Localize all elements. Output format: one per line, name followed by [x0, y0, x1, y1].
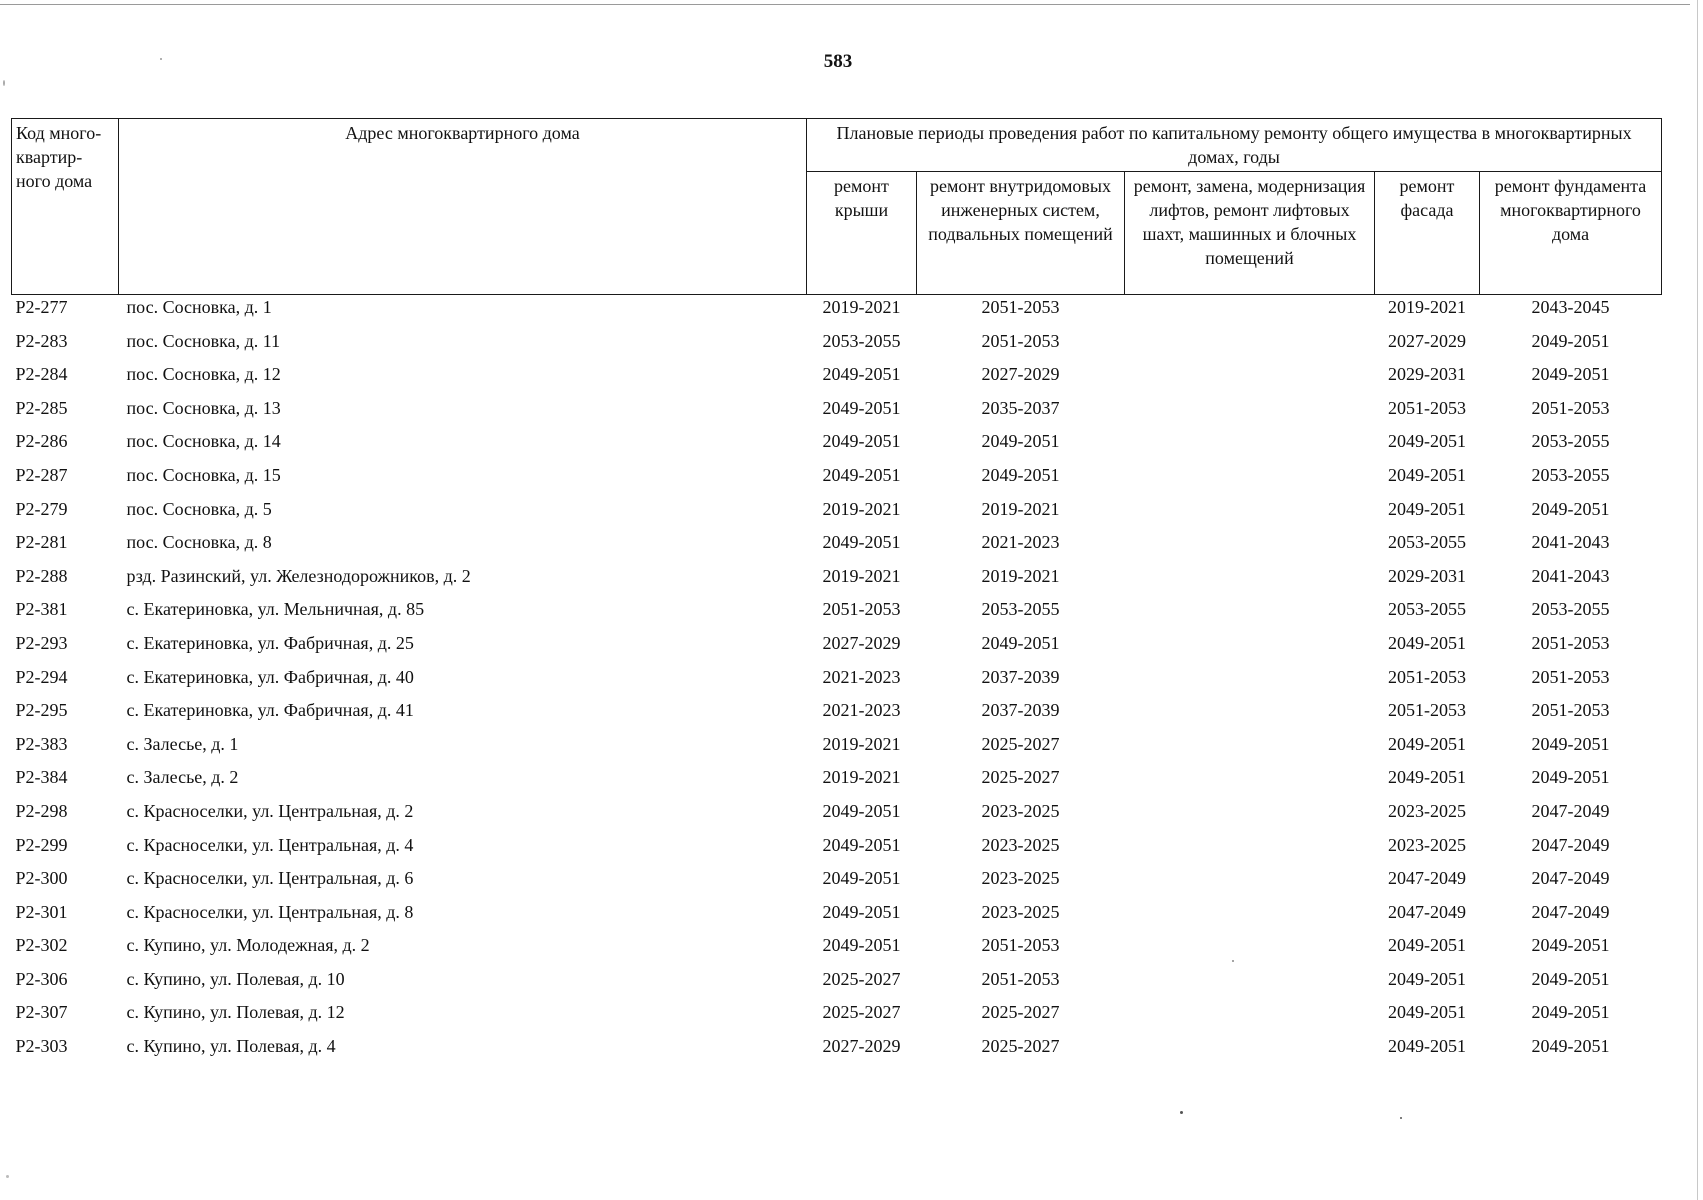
- cell-foundation: 2051-2053: [1531, 666, 1610, 687]
- cell-engineering: 2053-2055: [981, 599, 1060, 620]
- cell-code: Р2-281: [15, 532, 68, 553]
- cell-engineering: 2025-2027: [981, 733, 1060, 754]
- cell-engineering: 2049-2051: [981, 464, 1060, 485]
- cell-lift: [1125, 530, 1375, 564]
- cell-code: Р2-306: [15, 968, 68, 989]
- cell-engineering: 2037-2039: [981, 666, 1060, 687]
- cell-code: Р2-294: [15, 666, 68, 687]
- cell-roof: 2019-2021: [822, 733, 901, 754]
- header-roof: ремонт крыши: [807, 172, 917, 295]
- cell-roof: 2027-2029: [822, 632, 901, 653]
- cell-address: пос. Сосновка, д. 12: [126, 364, 281, 385]
- cell-foundation: 2051-2053: [1531, 700, 1610, 721]
- cell-lift: [1125, 1034, 1375, 1068]
- cell-facade: 2049-2051: [1388, 1036, 1466, 1057]
- cell-facade: 2049-2051: [1388, 968, 1466, 989]
- cell-address: пос. Сосновка, д. 11: [126, 330, 281, 351]
- cell-roof: 2051-2053: [822, 599, 901, 620]
- cell-address: пос. Сосновка, д. 14: [126, 431, 281, 452]
- cell-address: с. Красноселки, ул. Центральная, д. 8: [126, 901, 414, 922]
- cell-foundation: 2043-2045: [1531, 297, 1610, 317]
- cell-foundation: 2047-2049: [1531, 834, 1610, 855]
- cell-roof: 2021-2023: [822, 666, 901, 687]
- cell-roof: 2049-2051: [822, 397, 901, 418]
- cell-facade: 2027-2029: [1388, 330, 1466, 351]
- table-row: [12, 900, 1662, 934]
- scan-speck: [160, 58, 162, 60]
- scan-speck: [1232, 960, 1234, 962]
- cell-facade: 2053-2055: [1388, 599, 1466, 620]
- scan-edge-line-right: [1697, 0, 1698, 1200]
- cell-engineering: 2019-2021: [981, 565, 1060, 586]
- cell-engineering: 2051-2053: [981, 297, 1060, 317]
- cell-lift: [1125, 866, 1375, 900]
- scan-edge-line: [0, 4, 1690, 5]
- cell-engineering: 2051-2053: [981, 968, 1060, 989]
- cell-facade: 2049-2051: [1388, 632, 1466, 653]
- cell-facade: 2023-2025: [1388, 800, 1466, 821]
- cell-address: с. Красноселки, ул. Центральная, д. 2: [126, 800, 414, 821]
- cell-lift: [1125, 799, 1375, 833]
- cell-roof: 2019-2021: [822, 498, 901, 519]
- cell-lift: [1125, 295, 1375, 329]
- cell-roof: 2025-2027: [822, 1002, 901, 1023]
- table-row: [12, 295, 1662, 329]
- cell-lift: [1125, 497, 1375, 531]
- scan-speck: [1400, 1117, 1402, 1119]
- cell-engineering: 2023-2025: [981, 834, 1060, 855]
- cell-facade: 2049-2051: [1388, 935, 1466, 956]
- cell-facade: 2047-2049: [1388, 868, 1466, 889]
- cell-address: пос. Сосновка, д. 15: [126, 464, 281, 485]
- cell-code: Р2-381: [15, 599, 68, 620]
- cell-address: с. Екатериновка, ул. Фабричная, д. 41: [126, 700, 414, 721]
- cell-foundation: 2049-2051: [1531, 498, 1610, 519]
- cell-roof: 2019-2021: [822, 297, 901, 317]
- cell-engineering: 2025-2027: [981, 1002, 1060, 1023]
- cell-code: Р2-277: [15, 297, 68, 317]
- cell-address: с. Купино, ул. Полевая, д. 12: [126, 1002, 345, 1023]
- cell-foundation: 2049-2051: [1531, 1002, 1610, 1023]
- table-header: [12, 119, 1662, 295]
- scan-speck: [1180, 1111, 1183, 1114]
- table-row: [12, 665, 1662, 699]
- cell-engineering: 2019-2021: [981, 498, 1060, 519]
- cell-facade: 2029-2031: [1388, 565, 1466, 586]
- cell-facade: 2049-2051: [1388, 1002, 1466, 1023]
- cell-foundation: 2053-2055: [1531, 431, 1610, 452]
- cell-foundation: 2049-2051: [1531, 935, 1610, 956]
- cell-foundation: 2041-2043: [1531, 565, 1610, 586]
- cell-roof: 2021-2023: [822, 700, 901, 721]
- cell-foundation: 2053-2055: [1531, 599, 1610, 620]
- table-row: [12, 1034, 1662, 1068]
- cell-engineering: 2049-2051: [981, 632, 1060, 653]
- cell-address: с. Залесье, д. 2: [126, 767, 239, 788]
- table-row: [12, 429, 1662, 463]
- table-row: [12, 362, 1662, 396]
- cell-foundation: 2049-2051: [1531, 733, 1610, 754]
- table-row: [12, 530, 1662, 564]
- cell-engineering: 2049-2051: [981, 431, 1060, 452]
- cell-facade: 2029-2031: [1388, 364, 1466, 385]
- scan-speck: [3, 80, 5, 86]
- cell-foundation: 2049-2051: [1531, 767, 1610, 788]
- scan-speck: [6, 1175, 9, 1178]
- cell-engineering: 2027-2029: [981, 364, 1060, 385]
- cell-lift: [1125, 698, 1375, 732]
- page-number: 583: [823, 51, 853, 72]
- cell-address: пос. Сосновка, д. 13: [126, 397, 281, 418]
- cell-address: с. Купино, ул. Молодежная, д. 2: [126, 935, 370, 956]
- cell-facade: 2049-2051: [1388, 733, 1466, 754]
- header-planned-periods: Плановые периоды проведения работ по капитальному ремонту общего имущества в многоквартирных домах, годы: [807, 119, 1662, 172]
- cell-foundation: 2053-2055: [1531, 464, 1610, 485]
- cell-engineering: 2023-2025: [981, 800, 1060, 821]
- cell-address: с. Екатериновка, ул. Фабричная, д. 25: [126, 632, 414, 653]
- cell-foundation: 2041-2043: [1531, 532, 1610, 553]
- cell-code: Р2-283: [15, 330, 68, 351]
- cell-lift: [1125, 732, 1375, 766]
- table-row: [12, 597, 1662, 631]
- cell-address: с. Купино, ул. Полевая, д. 10: [126, 968, 345, 989]
- cell-roof: 2049-2051: [822, 935, 901, 956]
- cell-lift: [1125, 564, 1375, 598]
- table-row: [12, 698, 1662, 732]
- table-row: [12, 732, 1662, 766]
- cell-roof: 2049-2051: [822, 834, 901, 855]
- cell-code: Р2-288: [15, 565, 68, 586]
- cell-code: Р2-286: [15, 431, 68, 452]
- table-row: [12, 833, 1662, 867]
- table-row: [12, 799, 1662, 833]
- cell-roof: 2049-2051: [822, 800, 901, 821]
- cell-roof: 2027-2029: [822, 1036, 901, 1057]
- cell-address: рзд. Разинский, ул. Железнодорожников, д. 2: [126, 565, 471, 586]
- cell-foundation: 2051-2053: [1531, 397, 1610, 418]
- cell-code: Р2-299: [15, 834, 68, 855]
- table-row: [12, 933, 1662, 967]
- cell-roof: 2019-2021: [822, 565, 901, 586]
- cell-engineering: 2021-2023: [981, 532, 1060, 553]
- cell-address: с. Красноселки, ул. Центральная, д. 6: [126, 868, 414, 889]
- cell-lift: [1125, 597, 1375, 631]
- cell-lift: [1125, 396, 1375, 430]
- cell-lift: [1125, 900, 1375, 934]
- cell-roof: 2049-2051: [822, 464, 901, 485]
- cell-engineering: 2023-2025: [981, 901, 1060, 922]
- cell-roof: 2049-2051: [822, 901, 901, 922]
- cell-code: Р2-300: [15, 868, 68, 889]
- cell-facade: 2023-2025: [1388, 834, 1466, 855]
- cell-roof: 2049-2051: [822, 868, 901, 889]
- cell-lift: [1125, 329, 1375, 363]
- cell-facade: 2049-2051: [1388, 767, 1466, 788]
- cell-lift: [1125, 463, 1375, 497]
- table-row: [12, 1000, 1662, 1034]
- cell-foundation: 2047-2049: [1531, 800, 1610, 821]
- cell-facade: 2047-2049: [1388, 901, 1466, 922]
- cell-foundation: 2047-2049: [1531, 868, 1610, 889]
- cell-facade: 2051-2053: [1388, 397, 1466, 418]
- cell-address: пос. Сосновка, д. 5: [126, 498, 272, 519]
- cell-address: пос. Сосновка, д. 1: [126, 297, 272, 317]
- cell-engineering: 2035-2037: [981, 397, 1060, 418]
- table-row: [12, 497, 1662, 531]
- cell-foundation: 2051-2053: [1531, 632, 1610, 653]
- cell-code: Р2-301: [15, 901, 68, 922]
- cell-lift: [1125, 362, 1375, 396]
- header-code: Код много-квартир-ного дома: [12, 119, 119, 295]
- cell-code: Р2-303: [15, 1036, 68, 1057]
- cell-engineering: 2023-2025: [981, 868, 1060, 889]
- header-facade: ремонт фасада: [1375, 172, 1480, 295]
- cell-foundation: 2049-2051: [1531, 968, 1610, 989]
- cell-engineering: 2051-2053: [981, 330, 1060, 351]
- cell-address: с. Красноселки, ул. Центральная, д. 4: [126, 834, 414, 855]
- cell-code: Р2-287: [15, 464, 68, 485]
- cell-lift: [1125, 1000, 1375, 1034]
- capital-repair-schedule-table: [11, 118, 1662, 1068]
- cell-facade: 2019-2021: [1388, 297, 1466, 317]
- table-row: [12, 396, 1662, 430]
- cell-roof: 2019-2021: [822, 767, 901, 788]
- header-lift: ремонт, замена, модернизация лифтов, ремонт лифтовых шахт, машинных и блочных помещений: [1125, 172, 1375, 295]
- header-foundation: ремонт фундамента многоквартирного дома: [1480, 172, 1662, 295]
- cell-lift: [1125, 665, 1375, 699]
- cell-lift: [1125, 967, 1375, 1001]
- table-row: [12, 866, 1662, 900]
- cell-code: Р2-384: [15, 767, 68, 788]
- cell-code: Р2-279: [15, 498, 68, 519]
- cell-code: Р2-284: [15, 364, 68, 385]
- cell-code: Р2-295: [15, 700, 68, 721]
- cell-roof: 2049-2051: [822, 532, 901, 553]
- table-row: [12, 967, 1662, 1001]
- table-row: [12, 564, 1662, 598]
- cell-code: Р2-293: [15, 632, 68, 653]
- cell-roof: 2049-2051: [822, 431, 901, 452]
- cell-code: Р2-285: [15, 397, 68, 418]
- table-row: [12, 329, 1662, 363]
- table-row: [12, 765, 1662, 799]
- cell-foundation: 2047-2049: [1531, 901, 1610, 922]
- table-row: [12, 463, 1662, 497]
- cell-roof: 2053-2055: [822, 330, 901, 351]
- cell-code: Р2-298: [15, 800, 68, 821]
- cell-address: с. Залесье, д. 1: [126, 733, 239, 754]
- table-body: [12, 295, 1662, 1068]
- cell-code: Р2-307: [15, 1002, 68, 1023]
- cell-engineering: 2025-2027: [981, 1036, 1060, 1057]
- cell-engineering: 2051-2053: [981, 935, 1060, 956]
- cell-facade: 2051-2053: [1388, 666, 1466, 687]
- cell-address: с. Екатериновка, ул. Мельничная, д. 85: [126, 599, 425, 620]
- cell-foundation: 2049-2051: [1531, 1036, 1610, 1057]
- cell-address: пос. Сосновка, д. 8: [126, 532, 272, 553]
- cell-engineering: 2025-2027: [981, 767, 1060, 788]
- header-address: Адрес многоквартирного дома: [119, 119, 807, 295]
- cell-address: с. Купино, ул. Полевая, д. 4: [126, 1036, 336, 1057]
- cell-foundation: 2049-2051: [1531, 330, 1610, 351]
- header-engineering: ремонт внутридомовых инженерных систем, подвальных помещений: [917, 172, 1125, 295]
- cell-lift: [1125, 833, 1375, 867]
- cell-facade: 2049-2051: [1388, 498, 1466, 519]
- cell-facade: 2051-2053: [1388, 700, 1466, 721]
- cell-engineering: 2037-2039: [981, 700, 1060, 721]
- cell-code: Р2-302: [15, 935, 68, 956]
- cell-roof: 2025-2027: [822, 968, 901, 989]
- cell-roof: 2049-2051: [822, 364, 901, 385]
- cell-lift: [1125, 429, 1375, 463]
- cell-lift: [1125, 765, 1375, 799]
- table-row: [12, 631, 1662, 665]
- cell-code: Р2-383: [15, 733, 68, 754]
- cell-lift: [1125, 933, 1375, 967]
- cell-foundation: 2049-2051: [1531, 364, 1610, 385]
- cell-facade: 2053-2055: [1388, 532, 1466, 553]
- cell-address: с. Екатериновка, ул. Фабричная, д. 40: [126, 666, 414, 687]
- cell-facade: 2049-2051: [1388, 431, 1466, 452]
- cell-facade: 2049-2051: [1388, 464, 1466, 485]
- cell-lift: [1125, 631, 1375, 665]
